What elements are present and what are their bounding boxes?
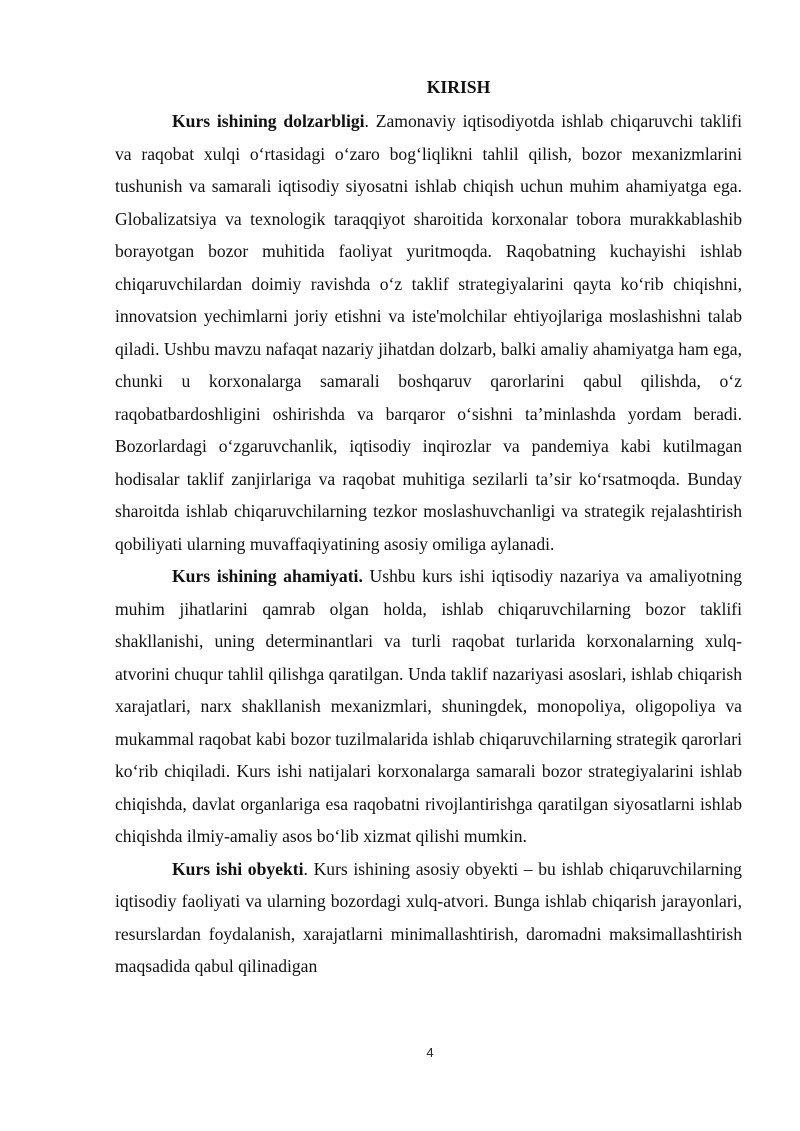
paragraph-lead: Kurs ishining dolzarbligi [172, 111, 365, 131]
page-number: 4 [426, 1045, 434, 1060]
section-title: KIRISH [426, 77, 491, 97]
paragraph-relevance [115, 105, 742, 560]
paragraph-text: . Kurs ishining asosiy obyekti – bu ishlab chiqaruvchilarning iqtisodiy faoliyati va ularning bozordagi xulq-atvori. Bunga ishlab chiqarish jarayonlari, resurslardan foydalanish, xarajatlarni minimallashtirish, daromadni maksimallashtirish maqsadida qabul qilinadigan [115, 858, 742, 976]
paragraph-lead: Kurs ishi obyekti [172, 858, 304, 879]
paragraph-text: Ushbu kurs ishi iqtisodiy nazariya va amaliyotning muhim jihatlarini qamrab olgan holda, ishlab chiqaruvchilarning bozor taklifi shakllanishi, uning determinantlari va turli raqobat turlarida korxonalarning xulq-atvorini chuqur tahlil qilishga qaratilgan. Unda taklif nazariyasi asoslari, ishlab chiqarish xarajatlari, narx shakllanish mexanizmlari, shuningdek, monopoliya, oligopoliya va mukammal raqobat kabi bozor tuzilmalarida ishlab chiqaruvchilarning strategik qarorlari koʻrib chiqiladi. Kurs ishi natijalari korxonalarga samarali bozor strategiyalarini ishlab chiqishda, davlat organlariga esa raqobatni rivojlantirishga qaratilgan siyosatlarni ishlab chiqishda ilmiy-amaliy asos boʻlib xizmat qilishi mumkin. [115, 566, 742, 846]
paragraph-lead: Kurs ishining ahamiyati. [172, 566, 363, 586]
document-page [115, 72, 742, 983]
paragraph-text: . Zamonaviy iqtisodiyotda ishlab chiqaruvchi taklifi va raqobat xulqi oʻrtasidagi oʻzaro bogʻliqlikni tahlil qilish, bozor mexanizmlarini tushunish va samarali iqtisodiy siyosatni ishlab chiqish uchun muhim ahamiyatga ega. Globalizatsiya va texnologik taraqqiyot sharoitida korxonalar tobora murakkablashib borayotgan bozor muhitida faoliyat yuritmoqda. Raqobatning kuchayishi ishlab chiqaruvchilardan doimiy ravishda oʻz taklif strategiyalarini qayta koʻrib chiqishni, innovatsion yechimlarni joriy etishni va iste'molchilar ehtiyojlariga moslashishni talab qiladi. Ushbu mavzu nafaqat nazariy jihatdan dolzarb, balki amaliy ahamiyatga ham ega, chunki u korxonalarga samarali boshqaruv qarorlarini qabul qilishda, oʻz raqobatbardoshligini oshirishda va barqaror oʻsishni taʼminlashda yordam beradi. Bozorlardagi oʻzgaruvchanlik, iqtisodiy inqirozlar va pandemiya kabi kutilmagan hodisalar taklif zanjirlariga va raqobat muhitiga sezilarli taʼsir koʻrsatmoqda. Bunday sharoitda ishlab chiqaruvchilarning tezkor moslashuvchanligi va strategik rejalashtirish qobiliyati ularning muvaffaqiyatining asosiy omiliga aylanadi. [115, 111, 742, 554]
paragraph-importance [115, 560, 742, 853]
paragraph-object [115, 853, 742, 983]
